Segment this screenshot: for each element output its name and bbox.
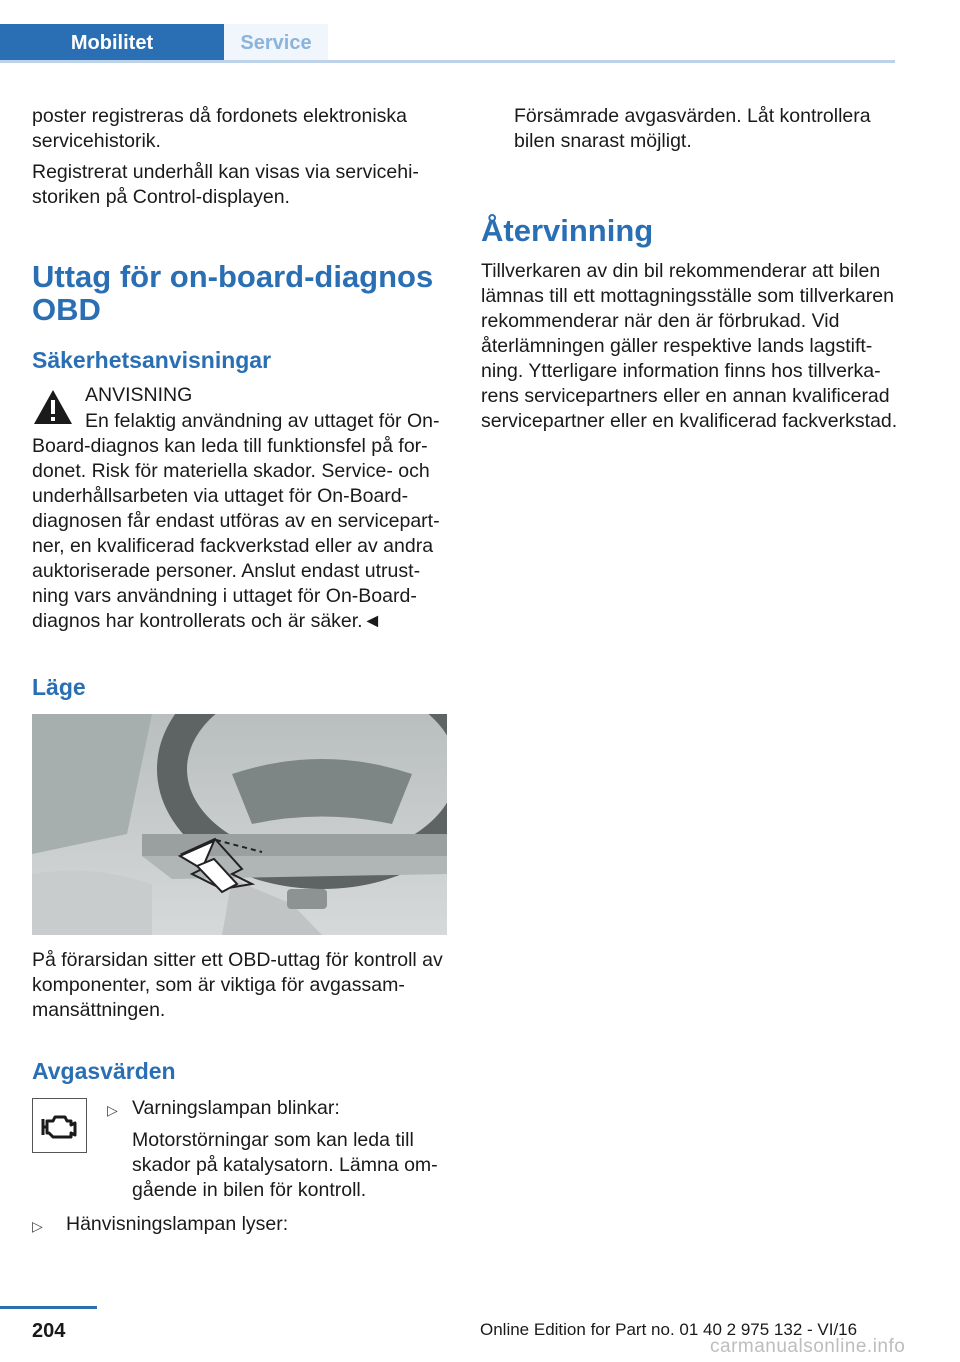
continued-text: Försämrade avgasvärden. Låt kontrollera bilen snarast möjligt. [514, 105, 871, 152]
triangle-bullet-icon: ▷ [32, 1218, 43, 1234]
tab-service[interactable]: Service [224, 24, 328, 60]
bullet2-title: Hänvisningslampan lyser: [66, 1213, 289, 1235]
location-text: På förarsidan sitter ett OBD-uttag för kontroll av komponenter, som är viktiga för avgassammansättningen. [32, 949, 443, 1021]
header-divider [0, 60, 895, 63]
intro-paragraph-1: poster registreras då fordonets elektroniska servicehistorik. [32, 105, 408, 152]
section-title: Uttag för on-board-diagnos OBD [32, 259, 434, 327]
watermark: carmanualsonline.info [710, 1336, 906, 1357]
bullet1-text: Motorstörningar som kan leda till skador på katalysatorn. Lämna omgående in bilen för kontroll. [132, 1129, 438, 1201]
notice-text: En felaktig användning av uttaget för On-Board-diagnos kan leda till funktionsfel på fordonet. Risk för materiella skador. Service- och underhållsarbeten via uttaget för On-Board-diagnosen får endast utföras av en servicepartner, en kvalificerad fackverkstad eller av andra auktoriserade personer. Anslut endast utrustning vars användning i uttaget för On-Board-diagnos har kontrollerats och är säker.◄ [32, 410, 440, 632]
bullet1-title: Varningslampan blinkar: [132, 1097, 340, 1119]
triangle-bullet-icon: ▷ [107, 1102, 118, 1118]
emissions-heading: Avgasvärden [32, 1058, 176, 1084]
car-interior-illustration [32, 714, 447, 935]
edition-info: Online Edition for Part no. 01 40 2 975 132 - VI/16 [480, 1320, 858, 1339]
recycling-text: Tillverkaren av din bil rekommenderar att bilen lämnas till ett mottagningsställe som tillverkaren rekommenderar när den är förbrukad. Vid återlämningen gäller respektive lands lagstiftning. Ytterligare information finns hos tillverkarens servicepartners eller en annan kvalificerad servicepartner eller en kvalificerad fackverkstad. [481, 260, 898, 432]
notice-label: ANVISNING [85, 384, 193, 406]
intro-paragraph-2: Registrerat underhåll kan visas via servicehistoriken på Control-displayen. [32, 161, 419, 208]
obd-location-photo [32, 714, 447, 935]
header-tabs [0, 24, 895, 62]
recycling-heading: Återvinning [481, 213, 654, 248]
tab-mobilitet[interactable]: Mobilitet [0, 24, 224, 60]
safety-heading: Säkerhetsanvisningar [32, 347, 272, 373]
check-engine-icon [32, 1098, 87, 1153]
location-heading: Läge [32, 674, 86, 700]
footer-divider [0, 1306, 97, 1309]
page-number: 204 [32, 1320, 66, 1342]
